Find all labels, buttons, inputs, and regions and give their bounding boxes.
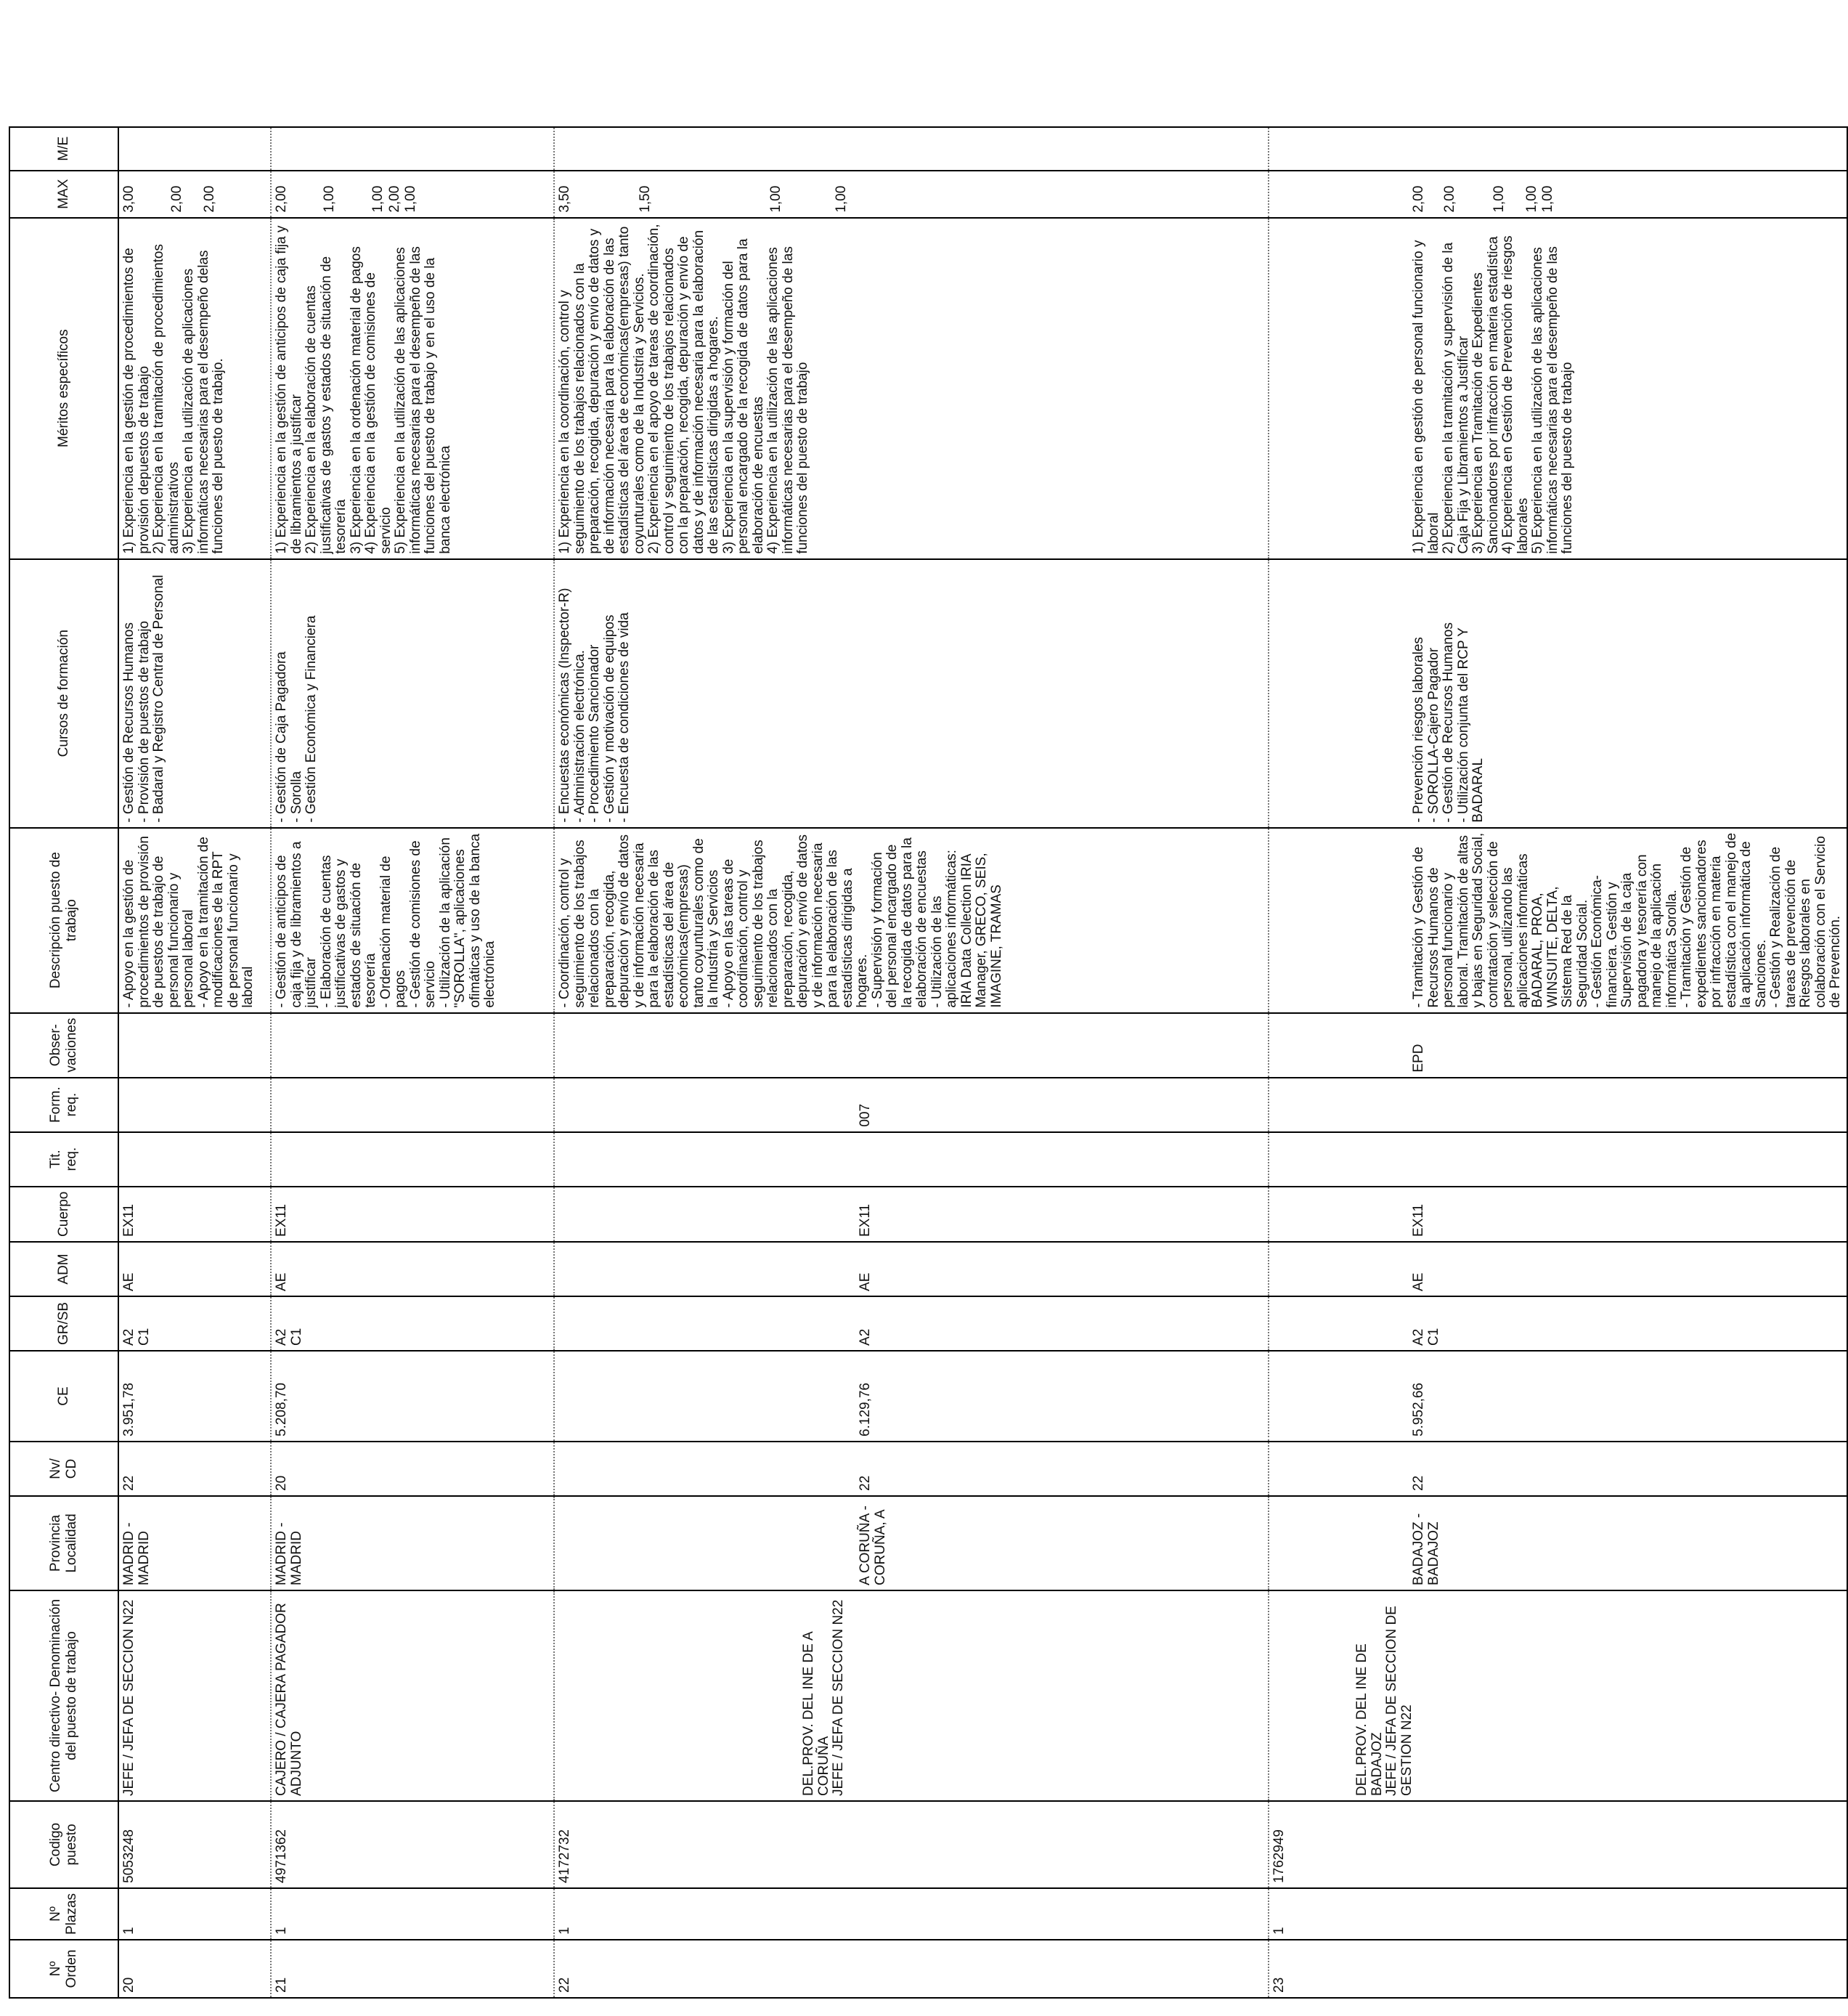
max-items	[1427, 176, 1558, 213]
header-centro: Centro directivo- Denominación del puesto de trabajo	[9, 1590, 118, 1801]
header-obs: Obser- vaciones	[9, 1013, 118, 1078]
positions-table	[9, 126, 1848, 1999]
cell-grupo: A2 C1	[1269, 1296, 1847, 1351]
max-items	[137, 176, 219, 213]
cell-meritos: 1) Experiencia en la coordinación, control y seguimiento de los trabajos relacionados con la preparación, recogida, depuración y envío de datos y de información necesaria para la elaboración de las estadísticas del área de económicas(empresas) tanto coyunturales como de la Industria y Servicios. 2) Experiencia en el apoyo de tareas de coordinación, control y seguimiento de los trabajos relacionados con la preparación, recogida, depuración y envío de datos y de información necesaria para la elaboración de las estadísticas dirigidas a hogares. 3) Experiencia en la supervisión y formación del personal encargado de la recogida de datos para la elaboración de encuestas 4) Experiencia en la utilización de las aplicaciones informáticas necesarias para el desempeño de las funciones del puesto de trabajo	[554, 218, 1269, 559]
cell-orden: 21	[271, 1940, 554, 1998]
cell-grupo: A2 C1	[118, 1296, 271, 1351]
max-item	[1427, 176, 1444, 213]
cell-form: 007	[554, 1078, 1269, 1132]
cell-adm: AE	[1269, 1242, 1847, 1296]
header-row	[9, 127, 118, 1998]
max-item	[1508, 176, 1525, 213]
max-item	[1475, 176, 1492, 213]
table-row	[118, 127, 271, 1998]
max-item	[720, 176, 736, 213]
cell-max	[554, 171, 1269, 218]
cell-form	[118, 1078, 271, 1132]
cell-tit	[271, 1132, 554, 1187]
cell-centro	[271, 1590, 554, 1801]
cell-descripcion: - Gestión de anticipos de caja fija y de libramientos a justificar - Elaboración de cuentas justificativas de gastos y estados de situación de tesorería - Ordenación material de pagos - Gestión de comisiones de servicio - Utilización de la aplicación "SOROLLA", aplicaciones ofimáticas y uso de la banca electrónica	[271, 828, 554, 1013]
cell-orden: 20	[118, 1940, 271, 1998]
puesto-denominacion: JEFE / JEFA DE SECCION DE GESTION N22	[1384, 1606, 1415, 1796]
cell-ce: 6.129,76	[554, 1351, 1269, 1442]
header-cuerpo: Cuerpo	[9, 1187, 118, 1242]
max-item	[671, 176, 688, 213]
cell-codigo: 5053248	[118, 1801, 271, 1888]
header-me: M/E	[9, 127, 118, 171]
cell-meritos: 1) Experiencia en la gestión de procedimientos de provisión depuestos de trabajo 2) Experiencia en la tramitación de procedimientos administrativos 3) Experiencia en la utilización de aplicaciones informáticas necesarias para el desempeño delas funciones del puesto de trabajo.	[118, 218, 271, 559]
max-item: 1,00	[321, 185, 337, 213]
header-orden: Nº Orden	[9, 1940, 118, 1998]
cell-obs: EPD	[1269, 1013, 1847, 1078]
max-item: 1,00	[1540, 185, 1556, 213]
max-item: 1,00	[370, 185, 386, 213]
max-item: 1,00	[1491, 185, 1507, 213]
cell-max	[118, 171, 271, 218]
max-item	[589, 176, 606, 213]
table-row	[1269, 127, 1847, 1998]
cell-ce: 3.951,78	[118, 1351, 271, 1442]
max-items	[573, 176, 851, 213]
cell-nivel: 22	[1269, 1442, 1847, 1496]
puesto-denominacion: CAJERO / CAJERA PAGADOR ADJUNTO	[274, 1603, 304, 1796]
cell-max	[271, 171, 554, 218]
max-item	[606, 176, 622, 213]
cell-tit	[118, 1132, 271, 1187]
max-item	[736, 176, 753, 213]
cell-descripcion: - Coordinación, control y seguimiento de los trabajos relacionados con la preparación, recogida, depuración y envío de datos y de información necesaria para la elaboración de las estadísticas del área de económicas(empresas) tanto coyunturales como de la Industria y Servicios - Apoyo en las tareas de coordinación, control y seguimiento de los trabajos relacionados con la preparación, recogida, depuración y envío de datos y de información necesaria para la elaboración de las estadísticas dirigidas a hogares. - Supervisión y formación del personal encargado de la recogida de datos para la elaboración de encuestas - Utilización de las aplicaciones informáticas: IRIA Data Collection IRIA Manager, GRECO, SEIS, IMAGINE, TRAMAS	[554, 828, 1269, 1013]
max-item	[752, 176, 769, 213]
header-adm: ADM	[9, 1242, 118, 1296]
cell-tit	[554, 1132, 1269, 1187]
max-item	[687, 176, 704, 213]
cell-centro	[554, 1590, 1269, 1801]
cell-nivel: 22	[118, 1442, 271, 1496]
cell-orden: 22	[554, 1940, 1269, 1998]
cell-cursos: - Gestión de Recursos Humanos - Provisión de puestos de trabajo - Badaral y Registro Central de Personal	[118, 559, 271, 828]
cell-cuerpo: EX11	[554, 1187, 1269, 1242]
cell-nivel: 20	[271, 1442, 554, 1496]
cell-meritos: 1) Experiencia en gestión de personal funcionario y laboral 2) Experiencia en la tramitación y supervisión de la Caja Fija y Libramientos a Justificar 3) Experiencia en Tramitación de Expedientes Sancionadores por infracción en materia estadística 4) Experiencia en Gestión de Prevención de riesgos laborales 5) Experiencia en la utilización de las aplicaciones informáticas necesarias para el desempeño de las funciones del puesto de trabajo	[1269, 218, 1847, 559]
cell-adm: AE	[271, 1242, 554, 1296]
centro-directivo: DEL.PROV. DEL INE DE BADAJOZ	[1354, 1643, 1385, 1796]
cell-cursos: - Prevención riesgos laborales - SOROLLA-Cajero Pagador - Gestión de Recursos Humanos - Utilización conjunta del RCP Y BADARAL	[1269, 559, 1847, 828]
max-item: 2,00	[168, 185, 184, 213]
header-descripcion: Descripción puesto de trabajo	[9, 828, 118, 1013]
cell-max	[1269, 171, 1847, 218]
max-item	[137, 176, 154, 213]
cell-orden: 23	[1269, 1940, 1847, 1998]
header-provincia: Provincia Localidad	[9, 1496, 118, 1590]
cell-form	[1269, 1078, 1847, 1132]
max-total: 3,50	[557, 185, 572, 213]
cell-obs	[118, 1013, 271, 1078]
header-max: MAX	[9, 171, 118, 218]
cell-provincia: BADAJOZ - BADAJOZ	[1269, 1496, 1847, 1590]
cell-me	[554, 127, 1269, 171]
cell-descripcion: - Tramitación y Gestión de Recursos Humanos de personal funcionario y laboral. Tramitación de altas y bajas en Seguridad Social, contratación y selección de personal, utilizando las aplicaciones informáticas BADARAL, PROA, WINSUITE, DELTA, Sistema Red de la Seguridad Social. - Gestión Económica-financiera. Gestión y Supervisión de la caja pagadora y tesorería con manejo de la aplicación informática Sorolla. - Tramitación y Gestión de expedientes sancionadores por infracción en materia estadística con el manejo de la aplicación informática de Sanciones. - Gestión y Realización de tareas de prevención de Riesgos laborales en colaboración con el Servicio de Prevención.	[1269, 828, 1847, 1013]
header-meritos: Méritos específicos	[9, 218, 118, 559]
cell-meritos: 1) Experiencia en la gestión de anticipos de caja fija y de libramientos a justificar 2) Experiencia en la elaboración de cuentas justificativas de gastos y estados de situación de tesorería 3) Experiencia en la ordenación material de pagos 4) Experiencia en la gestión de comisiones de servicio 5) Experiencia en la utilización de las aplicaciones informáticas necesarias para el desempeño de las funciones del puesto de trabajo y en el uso de la banca electrónica	[271, 218, 554, 559]
max-item: 2,00	[1442, 185, 1458, 213]
cell-centro	[1269, 1590, 1847, 1801]
max-item	[785, 176, 802, 213]
header-ce: CE	[9, 1351, 118, 1442]
header-grupo: GR/SB	[9, 1296, 118, 1351]
max-item	[573, 176, 590, 213]
puesto-denominacion: JEFE / JEFA DE SECCION N22	[121, 1599, 137, 1796]
cell-tit	[1269, 1132, 1847, 1187]
header-tit: Tit. req.	[9, 1132, 118, 1187]
cell-adm: AE	[554, 1242, 1269, 1296]
max-item	[186, 176, 203, 213]
cell-ce: 5.208,70	[271, 1351, 554, 1442]
max-item: 1,00	[1523, 185, 1539, 213]
cell-plazas: 1	[271, 1888, 554, 1940]
cell-codigo: 4971362	[271, 1801, 554, 1888]
cell-grupo: A2	[554, 1296, 1269, 1351]
max-item	[290, 176, 306, 213]
cell-cuerpo: EX11	[271, 1187, 554, 1242]
max-item	[338, 176, 355, 213]
cell-provincia: MADRID - MADRID	[271, 1496, 554, 1590]
max-item	[704, 176, 720, 213]
max-item	[622, 176, 638, 213]
cell-me	[1269, 127, 1847, 171]
cell-provincia: MADRID - MADRID	[118, 1496, 271, 1590]
max-item	[818, 176, 834, 213]
table-row	[271, 127, 554, 1998]
cell-plazas: 1	[118, 1888, 271, 1940]
header-form: Form. req.	[9, 1078, 118, 1132]
max-item: 2,00	[386, 185, 402, 213]
header-cursos: Cursos de formación	[9, 559, 118, 828]
cell-obs	[554, 1013, 1269, 1078]
centro-directivo: DEL.PROV. DEL INE DE A CORUÑA	[801, 1632, 831, 1796]
max-item	[306, 176, 322, 213]
header-nivel: Nv/ CD	[9, 1442, 118, 1496]
cell-form	[271, 1078, 554, 1132]
max-item: 1,00	[403, 185, 419, 213]
cell-me	[271, 127, 554, 171]
cell-cursos: - Gestión de Caja Pagadora - Sorolla - Gestión Económica y Financiera	[271, 559, 554, 828]
puesto-denominacion: JEFE / JEFA DE SECCION N22	[831, 1599, 847, 1796]
max-item	[1460, 176, 1476, 213]
table-row	[554, 127, 1269, 1998]
header-plazas: Nº Plazas	[9, 1888, 118, 1940]
max-item	[654, 176, 671, 213]
max-item: 1,50	[637, 185, 653, 213]
cell-plazas: 1	[554, 1888, 1269, 1940]
max-item	[153, 176, 170, 213]
cell-centro	[118, 1590, 271, 1801]
cell-adm: AE	[118, 1242, 271, 1296]
max-item: 2,00	[201, 185, 217, 213]
cell-cursos: - Encuestas económicas (Inspector-R) - Administración electrónica. - Procedimiento Sancionador - Gestión y motivación de equipos - Encuesta de condiciones de vida	[554, 559, 1269, 828]
cell-me	[118, 127, 271, 171]
max-total: 3,00	[121, 185, 137, 213]
max-item: 1,00	[833, 185, 849, 213]
cell-ce: 5.952,66	[1269, 1351, 1847, 1442]
cell-grupo: A2 C1	[271, 1296, 554, 1351]
cell-nivel: 22	[554, 1442, 1269, 1496]
cell-codigo: 4172732	[554, 1801, 1269, 1888]
cell-obs	[271, 1013, 554, 1078]
cell-cuerpo: EX11	[1269, 1187, 1847, 1242]
cell-codigo: 1762949	[1269, 1801, 1847, 1888]
header-codigo: Codigo puesto	[9, 1801, 118, 1888]
max-item	[355, 176, 372, 213]
max-item	[802, 176, 818, 213]
max-items	[290, 176, 420, 213]
max-total: 2,00	[274, 185, 289, 213]
cell-cuerpo: EX11	[118, 1187, 271, 1242]
cell-descripcion: - Apoyo en la gestión de procedimientos de provisión de puestos de trabajo de personal funcionario y personal laboral - Apoyo en la tramitación de modificaciones de la RPT de personal funcionario y laboral	[118, 828, 271, 1013]
max-item: 1,00	[768, 185, 783, 213]
cell-plazas: 1	[1269, 1888, 1847, 1940]
cell-provincia: A CORUÑA - CORUÑA, A	[554, 1496, 1269, 1590]
max-total: 2,00	[1411, 185, 1426, 213]
